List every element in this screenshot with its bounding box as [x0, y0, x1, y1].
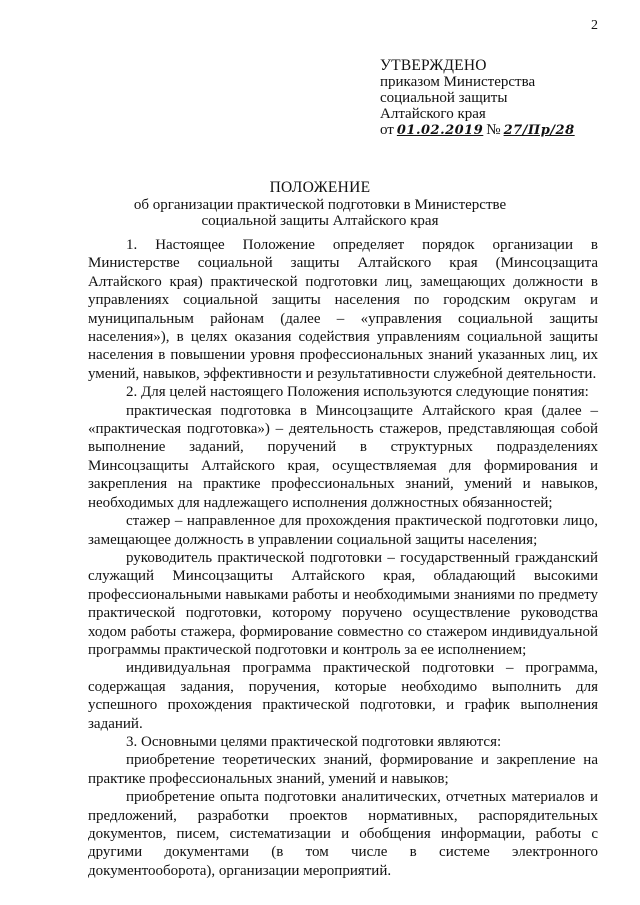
- approval-stamp: [380, 58, 575, 139]
- subtitle-line-1: об организации практической подготовки в Министерстве: [133, 197, 507, 213]
- paragraph-5: руководитель практической подготовки – государственный гражданский служащий Минсоцзащиты Алтайского края, обладающий высокими профессиональными навыками работы и необходимыми знаниями по предмету практической подготовки, которому поручено осуществление руководства ходом работы стажера, формирование совместно со стажером индивидуальной программы практической подготовки и контроль за ее исполнением;: [88, 549, 598, 658]
- handwritten-number: 27/Пр/28: [503, 123, 575, 138]
- date-prefix: от: [380, 122, 394, 138]
- paragraph-7: 3. Основными целями практической подготовки являются:: [126, 733, 502, 750]
- paragraph-8: приобретение теоретических знаний, формирование и закрепление на практике профессиональных знаний, умений и навыков;: [88, 752, 598, 787]
- paragraph-4: стажер – направленное для прохождения практической подготовки лицо, замещающее должность в управлении социальной защиты населения;: [88, 513, 598, 548]
- document-body: [88, 236, 598, 880]
- document-title: ПОЛОЖЕНИЕ: [269, 179, 371, 196]
- approval-line-2: социальной защиты: [380, 90, 508, 106]
- paragraph-2: 2. Для целей настоящего Положения используются следующие понятия:: [126, 384, 589, 401]
- approval-heading: УТВЕРЖДЕНО: [380, 57, 487, 74]
- approval-line-1: приказом Министерства: [380, 74, 536, 90]
- paragraph-3: практическая подготовка в Минсоцзащите Алтайского края (далее – «практическая подготовка») – деятельность стажеров, представляющая собой выполнение заданий, поручений в структурных подразделениях Минсоцзащиты Алтайского края, осуществляемая для формирования и закрепления на практике профессиональных знаний, умений и навыков, необходимых для надлежащего исполнения должностных обязанностей;: [88, 402, 598, 511]
- document-subtitle: [0, 197, 640, 229]
- paragraph-6: индивидуальная программа практической подготовки – программа, содержащая задания, поручения, которые необходимо выполнить для успешного прохождения практической подготовки, и график выполнения заданий.: [88, 660, 598, 732]
- approval-line-3: Алтайского края: [380, 106, 486, 122]
- page-number: 2: [591, 18, 598, 33]
- number-prefix: №: [486, 122, 501, 138]
- approval-date-line: [380, 122, 575, 139]
- paragraph-1: 1. Настоящее Положение определяет порядок организации в Министерстве социальной защиты Алтайского края (Минсоцзащита Алтайского края) практической подготовки лиц, замещающих должности в управлениях социальной защиты населения по городским округам и муниципальным районам (далее – «управления социальной защиты населения»), в целях оказания содействия управлениям социальной защиты населения в повышении уровня профессиональных знаний указанных лиц, их умений, навыков, эффективности и результативности служебной деятельности.: [88, 237, 598, 382]
- handwritten-date: 01.02.2019: [396, 123, 484, 138]
- paragraph-9: приобретение опыта подготовки аналитических, отчетных материалов и предложений, разработки проектов нормативных, распорядительных документов, писем, систематизации и обобщения информации, работы с другими документами (в том числе в системе электронного документооборота), организации мероприятий.: [88, 789, 598, 879]
- subtitle-line-2: социальной защиты Алтайского края: [201, 213, 439, 229]
